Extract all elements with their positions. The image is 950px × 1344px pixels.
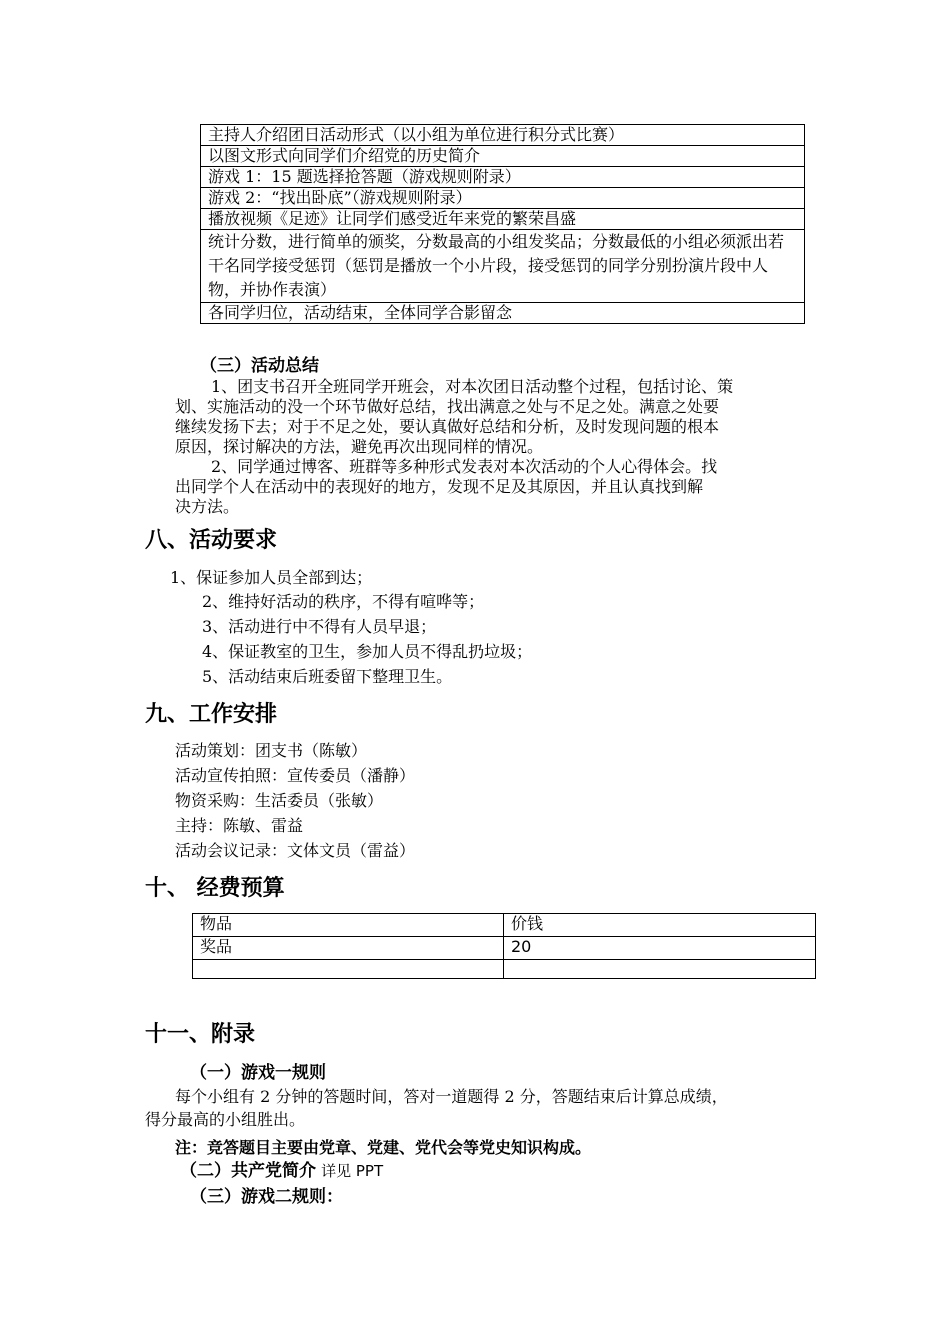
activity-steps-table [200, 124, 805, 324]
work-item: 主持：陈敏、雷益 [175, 816, 304, 835]
summary-line: 2、同学通过博客、班群等多种形式发表对本次活动的个人心得体会。找 [211, 457, 718, 476]
requirement-item: 1、保证参加人员全部到达； [170, 568, 373, 587]
table-cell: 以图文形式向同学们介绍党的历史简介 [201, 146, 805, 167]
table-cell [504, 960, 816, 979]
table-row [201, 303, 805, 324]
table-row [201, 146, 805, 167]
summary-line: 1、团支书召开全班同学开班会，对本次团日活动整个过程，包括讨论、策 [211, 377, 734, 396]
requirement-item: 2、维持好活动的秩序，不得有喧哗等； [202, 592, 485, 611]
requirement-item: 4、保证教室的卫生，参加人员不得乱扔垃圾； [202, 642, 533, 661]
table-header-cell: 物品 [193, 914, 504, 937]
party-detail: 详见 PPT [321, 1162, 384, 1180]
game1-line: 每个小组有 2 分钟的答题时间，答对一道题得 2 分，答题结束后计算总成绩， [175, 1087, 728, 1106]
table-cell: 各同学归位，活动结束，全体同学合影留念 [201, 303, 805, 324]
table-header-cell: 价钱 [504, 914, 816, 937]
game1-heading: （一）游戏一规则 [190, 1063, 326, 1083]
work-item: 物资采购：生活委员（张敏） [175, 791, 384, 810]
table-row [201, 125, 805, 146]
requirement-item: 5、活动结束后班委留下整理卫生。 [202, 667, 453, 686]
table-row [193, 960, 816, 979]
table-cell: 游戏 1：15 题选择抢答题（游戏规则附录） [201, 167, 805, 188]
table-row [201, 188, 805, 209]
table-row [201, 230, 805, 303]
table-cell: 奖品 [193, 937, 504, 960]
table-cell: 播放视频《足迹》让同学们感受近年来党的繁荣昌盛 [201, 209, 805, 230]
table-cell: 统计分数，进行简单的颁奖，分数最高的小组发奖品；分数最低的小组必须派出若干名同学接受惩罚（惩罚是播放一个小片段，接受惩罚的同学分别扮演片段中人物，并协作表演） [201, 230, 805, 303]
summary-line: 决方法。 [175, 497, 240, 516]
table-cell: 主持人介绍团日活动形式（以小组为单位进行积分式比赛） [201, 125, 805, 146]
table-cell: 游戏 2：“找出卧底”（游戏规则附录） [201, 188, 805, 209]
budget-table [192, 913, 816, 979]
table-cell [193, 960, 504, 979]
work-item: 活动宣传拍照：宣传委员（潘静） [175, 766, 416, 785]
table-row [193, 937, 816, 960]
summary-line: 继续发扬下去；对于不足之处，要认真做好总结和分析，及时发现问题的根本 [175, 417, 720, 436]
party-intro [180, 1160, 383, 1182]
work-item: 活动策划：团支书（陈敏） [175, 741, 368, 760]
summary-heading: （三）活动总结 [200, 356, 319, 376]
table-row [193, 914, 816, 937]
summary-line: 划、实施活动的没一个环节做好总结，找出满意之处与不足之处。满意之处要 [175, 397, 720, 416]
quiz-note: 注：竞答题目主要由党章、党建、党代会等党史知识构成。 [175, 1138, 592, 1157]
table-row [201, 209, 805, 230]
game2-heading: （三）游戏二规则： [190, 1187, 343, 1207]
game1-line: 得分最高的小组胜出。 [145, 1110, 306, 1129]
requirement-item: 3、活动进行中不得有人员早退； [202, 617, 437, 636]
table-cell: 20 [504, 937, 816, 960]
section-8-title: 八、活动要求 [145, 528, 278, 553]
party-heading: （二）共产党简介 [180, 1161, 316, 1181]
section-10-title: 十、 经费预算 [145, 876, 285, 901]
table-row [201, 167, 805, 188]
summary-line: 原因，探讨解决的方法，避免再次出现同样的情况。 [175, 437, 544, 456]
summary-line: 出同学个人在活动中的表现好的地方，发现不足及其原因，并且认真找到解 [175, 477, 704, 496]
work-item: 活动会议记录：文体文员（雷益） [175, 841, 416, 860]
section-11-title: 十一、附录 [145, 1022, 256, 1047]
section-9-title: 九、工作安排 [145, 702, 278, 727]
